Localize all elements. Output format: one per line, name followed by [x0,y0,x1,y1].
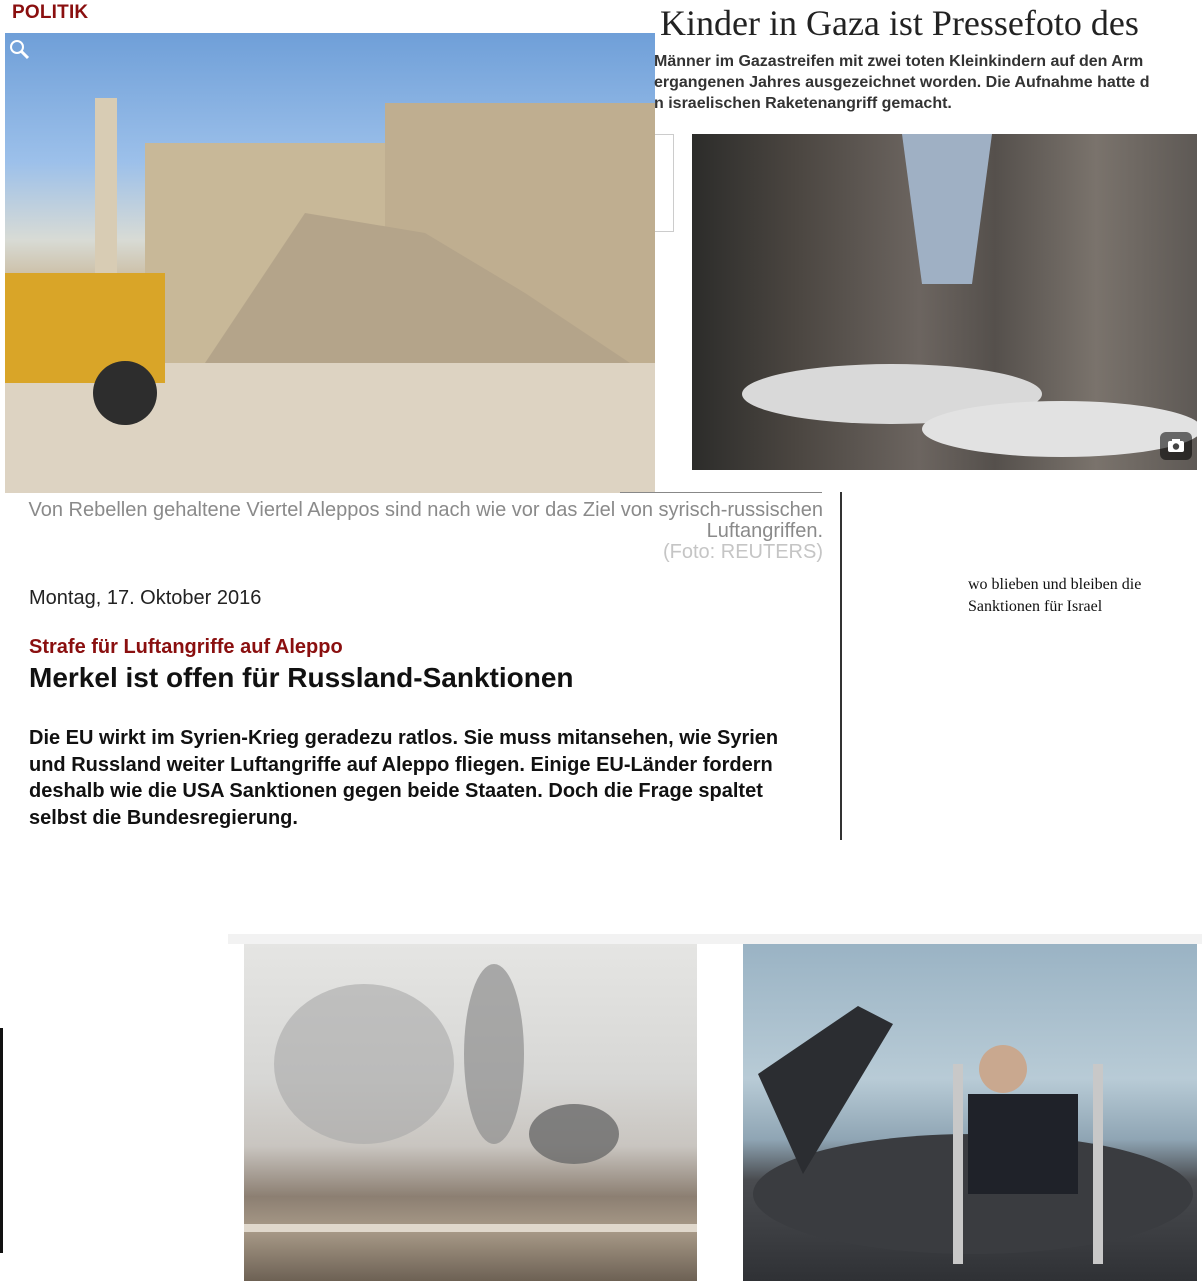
frame-box [655,134,674,232]
aleppo-rubble-photo[interactable] [5,33,655,493]
camera-icon[interactable] [1160,432,1192,460]
separator-bar [228,934,1202,944]
teaser-line: Männer im Gazastreifen mit zwei toten Kleinkindern auf den Arm [654,53,1144,70]
teaser-line: ergangenen Jahres ausgezeichnet worden. Die Aufnahme hatte d [654,74,1150,91]
comment-note: wo blieben und bleiben die Sanktionen für Israel [968,576,1142,615]
article-lead: Die EU wirkt im Syrien-Krieg geradezu ratlos. Sie muss mitansehen, wie Syrien und Russland weiter Luftangriffe auf Aleppo fliegen. Einige EU-Länder fordern deshalb wie die USA Sanktionen gegen beide Staaten. Doch die Frage spaltet selbst die Bundesregierung. [29,727,779,829]
article-headline[interactable]: Merkel ist offen für Russland-Sanktionen [29,662,574,693]
caption-text: Von Rebellen gehaltene Viertel Aleppos sind nach wie vor das Ziel von syrisch-russischen Luftangriffen. [28,499,823,542]
funeral-photo-art [692,134,1197,470]
edge-bar [0,1028,3,1253]
gaza-funeral-photo[interactable] [692,134,1197,470]
gaza-smoke-photo[interactable] [244,944,697,1281]
column-divider [840,492,842,840]
submarine-photo[interactable] [743,944,1197,1281]
photo-credit: (Foto: REUTERS) [662,541,823,563]
aleppo-photo-art [5,33,655,493]
section-label[interactable]: POLITIK [12,2,89,23]
teaser-line: n israelischen Raketenangriff gemacht. [654,95,952,112]
photo-caption [20,500,823,563]
article-date: Montag, 17. Oktober 2016 [29,587,262,609]
submarine-photo-art [743,944,1197,1281]
article-kicker[interactable]: Strafe für Luftangriffe auf Aleppo [29,636,343,658]
smoke-photo-art [244,944,697,1281]
magnifier-icon[interactable] [8,38,30,60]
gaza-headline[interactable]: Kinder in Gaza ist Pressefoto des [660,3,1139,43]
caption-divider [620,492,822,493]
gaza-teaser [654,51,1202,114]
